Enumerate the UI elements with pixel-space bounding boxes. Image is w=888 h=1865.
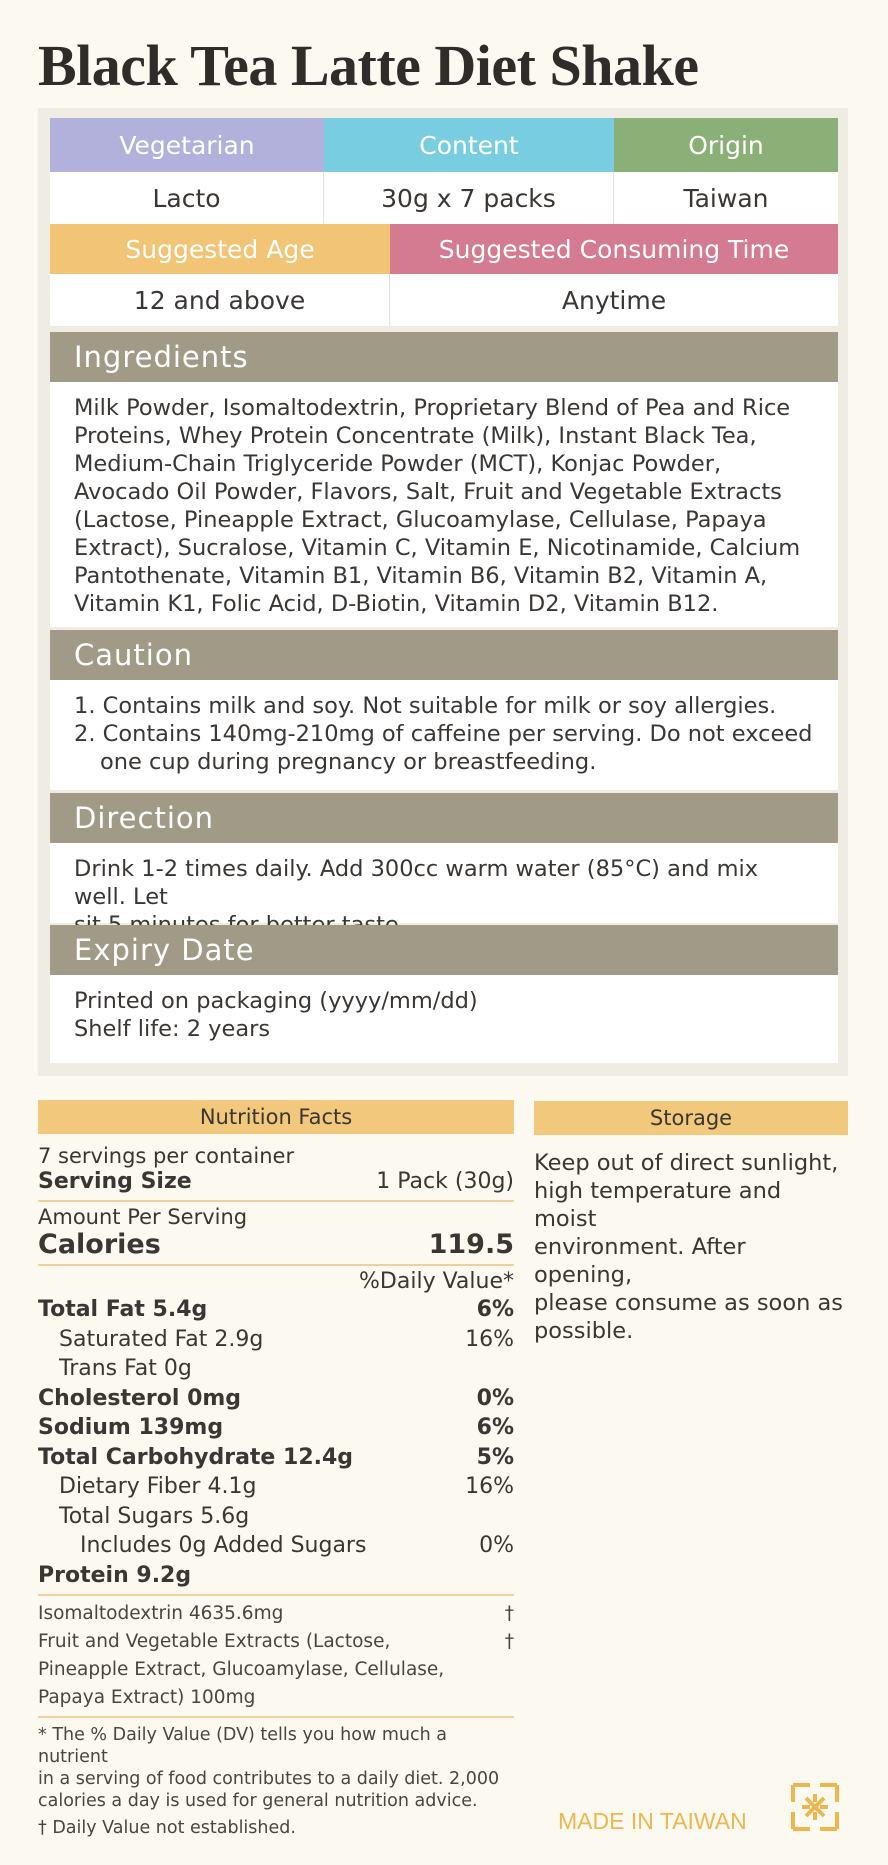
ingredients-line: Proteins, Whey Protein Concentrate (Milk), Instant Black Tea, bbox=[74, 423, 757, 449]
nutrient-dv: 0% bbox=[479, 1533, 514, 1559]
nutrient-row bbox=[38, 1413, 514, 1443]
nutrient-dv: 16% bbox=[465, 1326, 514, 1352]
dagger-footnote: † Daily Value not established. bbox=[38, 1818, 296, 1838]
nutrient-dv: 5% bbox=[476, 1444, 514, 1470]
storage-line: environment. After opening, bbox=[534, 1234, 746, 1288]
caution-body bbox=[50, 680, 838, 790]
nutrient-row bbox=[38, 1561, 514, 1591]
nutrient-label: Total Fat 5.4g bbox=[38, 1297, 208, 1323]
ingredients-line: Avocado Oil Powder, Flavors, Salt, Fruit and Vegetable Extracts bbox=[74, 479, 782, 505]
nutrient-label: Trans Fat 0g bbox=[59, 1356, 192, 1382]
divider bbox=[38, 1200, 514, 1202]
storage-line: please consume as soon as bbox=[534, 1290, 844, 1316]
nutrient-label: Includes 0g Added Sugars bbox=[80, 1533, 367, 1559]
content-label: Content bbox=[324, 118, 614, 172]
nutrient-row bbox=[38, 1502, 514, 1532]
nutrition-facts-heading: Nutrition Facts bbox=[38, 1100, 514, 1134]
suggested-age-value: 12 and above bbox=[50, 274, 390, 326]
storage-line: possible. bbox=[534, 1318, 634, 1344]
footnote-line: * The % Daily Value (DV) tells you how much a nutrient bbox=[38, 1725, 447, 1767]
footnote-line: in a serving of food contributes to a daily diet. 2,000 bbox=[38, 1769, 500, 1789]
vegetarian-label: Vegetarian bbox=[50, 118, 324, 172]
serving-size-row bbox=[38, 1169, 514, 1194]
nutrient-label: Dietary Fiber 4.1g bbox=[59, 1474, 257, 1500]
footnote-line: calories a day is used for general nutrition advice. bbox=[38, 1791, 478, 1811]
storage-text bbox=[534, 1149, 848, 1345]
nutrient-row bbox=[38, 1531, 514, 1561]
extra-label: Fruit and Vegetable Extracts (Lactose, bbox=[38, 1631, 391, 1652]
consuming-time-label: Suggested Consuming Time bbox=[390, 224, 838, 274]
extra-ingredients bbox=[38, 1600, 514, 1712]
calories-label: Calories bbox=[38, 1229, 161, 1260]
vegetarian-cell bbox=[50, 118, 324, 224]
calories-value: 119.5 bbox=[428, 1229, 514, 1260]
daily-value-header: %Daily Value* bbox=[359, 1269, 514, 1294]
nutrient-row bbox=[38, 1472, 514, 1502]
ingredients-line: Medium-Chain Triglyceride Powder (MCT), Konjac Powder, bbox=[74, 451, 722, 477]
caution-heading: Caution bbox=[50, 630, 838, 680]
origin-cell bbox=[614, 118, 838, 224]
direction-heading: Direction bbox=[50, 793, 838, 843]
nutrient-label: Saturated Fat 2.9g bbox=[59, 1326, 264, 1352]
nutrient-row bbox=[38, 1295, 514, 1325]
consuming-time-cell bbox=[390, 224, 838, 326]
direction-line: Drink 1-2 times daily. Add 300cc warm water (85°C) and mix well. Let bbox=[74, 856, 759, 910]
nutrient-dv: 6% bbox=[476, 1415, 514, 1441]
taiwan-mark-icon bbox=[790, 1782, 840, 1832]
nutrient-dv: 6% bbox=[476, 1297, 514, 1323]
nutrient-label: Total Sugars 5.6g bbox=[59, 1503, 250, 1529]
calories-row bbox=[38, 1229, 514, 1260]
ingredients-line: Vitamin K1, Folic Acid, D-Biotin, Vitamin D2, Vitamin B12. bbox=[74, 591, 719, 617]
ingredients-body bbox=[50, 382, 838, 627]
caution-item: 2. Contains 140mg-210mg of caffeine per serving. Do not exceed one cup during pregnancy or breastfeeding. bbox=[74, 721, 813, 775]
origin-label: Origin bbox=[614, 118, 838, 172]
made-in-taiwan-label: MADE IN TAIWAN bbox=[558, 1808, 747, 1834]
divider bbox=[38, 1716, 514, 1718]
nutrient-row bbox=[38, 1384, 514, 1414]
content-cell bbox=[324, 118, 614, 224]
consuming-time-value: Anytime bbox=[390, 274, 838, 326]
nutrient-row bbox=[38, 1354, 514, 1384]
info-row-2 bbox=[50, 224, 838, 326]
page-title: Black Tea Latte Diet Shake bbox=[38, 33, 699, 98]
ingredients-line: Pantothenate, Vitamin B1, Vitamin B6, Vitamin B2, Vitamin A, bbox=[74, 563, 768, 589]
expiry-heading: Expiry Date bbox=[50, 925, 838, 975]
divider bbox=[38, 1594, 514, 1596]
nutrient-dv: 0% bbox=[476, 1385, 514, 1411]
nutrition-facts-panel bbox=[38, 1100, 514, 1838]
nutrient-label: Sodium 139mg bbox=[38, 1415, 224, 1441]
suggested-age-label: Suggested Age bbox=[50, 224, 390, 274]
direction-body bbox=[50, 843, 838, 923]
vegetarian-value: Lacto bbox=[50, 172, 324, 224]
daily-value-footnote bbox=[38, 1724, 514, 1812]
nutrient-label: Total Carbohydrate 12.4g bbox=[38, 1444, 354, 1470]
nutrient-label: Protein 9.2g bbox=[38, 1562, 192, 1588]
nutrient-row bbox=[38, 1325, 514, 1355]
extra-label: Pineapple Extract, Glucoamylase, Cellulase, bbox=[38, 1659, 445, 1680]
serving-size-label: Serving Size bbox=[38, 1169, 192, 1194]
storage-panel bbox=[534, 1101, 848, 1345]
extra-row bbox=[38, 1600, 514, 1628]
dagger-mark: † bbox=[504, 1631, 514, 1652]
expiry-line: Printed on packaging (yyyy/mm/dd) bbox=[74, 988, 478, 1014]
info-row-1 bbox=[50, 118, 838, 224]
amount-per-serving: Amount Per Serving bbox=[38, 1205, 248, 1229]
ingredients-line: Extract), Sucralose, Vitamin C, Vitamin E, Nicotinamide, Calcium bbox=[74, 535, 801, 561]
nutrient-dv: 16% bbox=[465, 1474, 514, 1500]
extra-label: Papaya Extract) 100mg bbox=[38, 1687, 256, 1708]
nutrient-label: Cholesterol 0mg bbox=[38, 1385, 242, 1411]
ingredients-line: Milk Powder, Isomaltodextrin, Proprietary Blend of Pea and Rice bbox=[74, 395, 791, 421]
origin-value: Taiwan bbox=[614, 172, 838, 224]
expiry-body bbox=[50, 975, 838, 1063]
servings-per-container: 7 servings per container bbox=[38, 1144, 295, 1168]
nutrient-row bbox=[38, 1443, 514, 1473]
storage-heading: Storage bbox=[534, 1101, 848, 1135]
content-value: 30g x 7 packs bbox=[324, 172, 614, 224]
suggested-age-cell bbox=[50, 224, 390, 326]
serving-size-value: 1 Pack (30g) bbox=[376, 1169, 514, 1194]
storage-line: Keep out of direct sunlight, bbox=[534, 1150, 839, 1176]
caution-item: 1. Contains milk and soy. Not suitable for milk or soy allergies. bbox=[74, 693, 777, 719]
extra-row bbox=[38, 1628, 514, 1656]
ingredients-line: (Lactose, Pineapple Extract, Glucoamylase, Cellulase, Papaya bbox=[74, 507, 767, 533]
extra-label: Isomaltodextrin 4635.6mg bbox=[38, 1603, 284, 1624]
storage-line: high temperature and moist bbox=[534, 1178, 782, 1232]
expiry-line: Shelf life: 2 years bbox=[74, 1016, 271, 1042]
divider bbox=[38, 1264, 514, 1266]
dagger-mark: † bbox=[504, 1603, 514, 1624]
ingredients-heading: Ingredients bbox=[50, 332, 838, 382]
